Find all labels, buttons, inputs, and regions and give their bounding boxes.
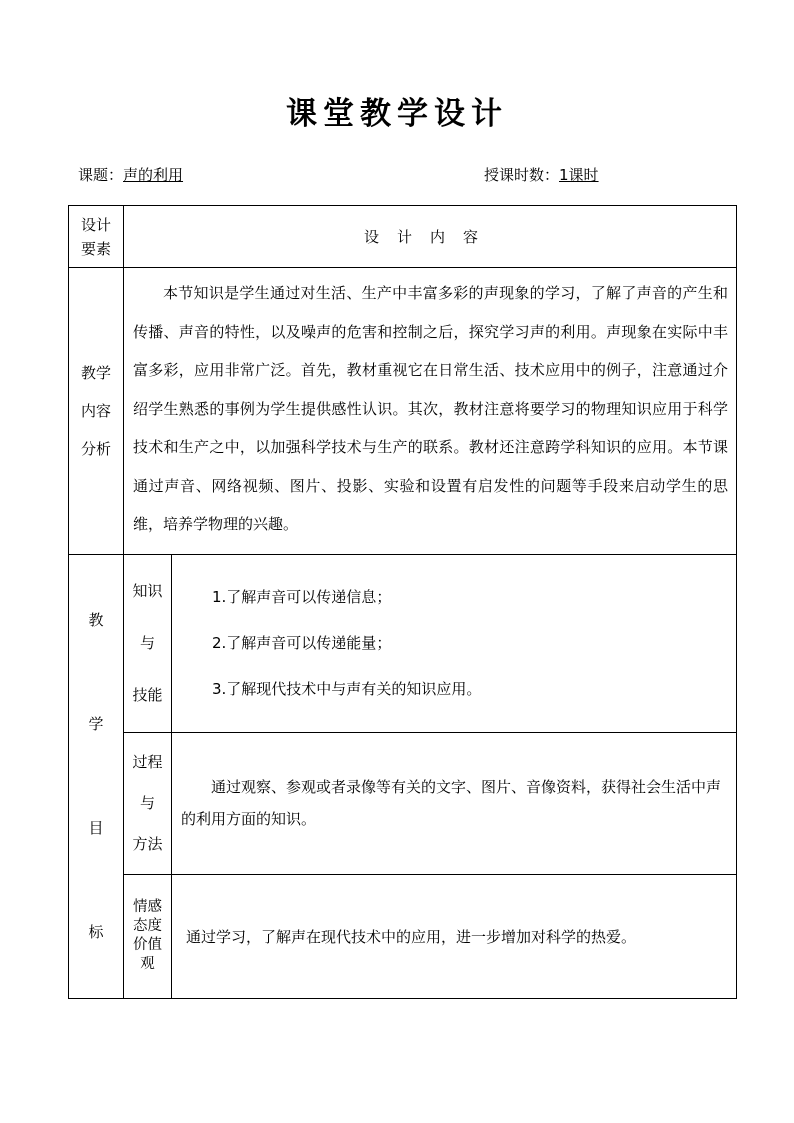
knowledge-item: 3.了解现代技术中与声有关的知识应用。 xyxy=(212,680,482,698)
analysis-label-line1: 教学 xyxy=(80,363,111,382)
knowledge-label-line2: 与 xyxy=(139,634,155,652)
knowledge-label-cell xyxy=(124,554,172,732)
goals-label-cell xyxy=(69,554,124,998)
analysis-label-line2: 内容 xyxy=(80,401,111,420)
knowledge-content-cell xyxy=(172,554,737,732)
analysis-label-cell xyxy=(69,268,124,555)
process-label-line3: 方法 xyxy=(132,834,163,853)
process-content-cell xyxy=(172,732,737,874)
hours-label: 授课时数： xyxy=(484,166,560,184)
design-table xyxy=(68,205,737,999)
header-elements-line1: 设计 xyxy=(80,215,111,234)
topic-line xyxy=(78,164,183,185)
hours-line xyxy=(484,164,599,185)
process-label-cell xyxy=(124,732,172,874)
emotion-content-cell: 通过学习，了解声在现代技术中的应用，进一步增加对科学的热爱。 xyxy=(172,874,737,998)
topic-label: 课题： xyxy=(78,166,124,184)
topic-value: 声的利用 xyxy=(123,166,184,184)
header-content-cell: 设计内容 xyxy=(124,206,737,268)
goals-label-char1: 教 xyxy=(88,611,104,629)
emotion-row xyxy=(69,874,737,998)
knowledge-row xyxy=(69,554,737,732)
analysis-row xyxy=(69,268,737,555)
analysis-label-line3: 分析 xyxy=(80,439,111,458)
emotion-label-line3: 价值 xyxy=(133,937,162,953)
process-label-line2: 与 xyxy=(139,793,155,812)
goals-label-char2: 学 xyxy=(88,715,104,733)
analysis-paragraph: 本节知识是学生通过对生活、生产中丰富多彩的声现象的学习，了解了声音的产生和传播、声音的特性，以及噪声的危害和控制之后，探究学习声的利用。声现象在实际中丰富多彩，应用非常广泛。首先，教材重视它在日常生活、技术应用中的例子，注意通过介绍学生熟悉的事例为学生提供感性认识。其次，教材注意将要学习的物理知识应用于科学技术和生产之中，以加强科学技术与生产的联系。教材还注意跨学科知识的应用。本节课通过声音、网络视频、图片、投影、实验和设置有启发性的问题等手段来启动学生的思维，培养学物理的兴趣。 xyxy=(133,284,729,533)
header-elements-line2: 要素 xyxy=(80,239,111,258)
hours-value: 1课时 xyxy=(559,166,599,184)
table-header-row xyxy=(69,206,737,268)
process-label-line1: 过程 xyxy=(132,752,163,771)
analysis-text-cell xyxy=(124,268,737,555)
goals-label-char4: 标 xyxy=(88,923,104,941)
knowledge-label-line1: 知识 xyxy=(132,582,163,600)
emotion-label-line1: 情感 xyxy=(133,899,162,915)
header-elements-cell xyxy=(69,206,124,268)
knowledge-label-line3: 技能 xyxy=(132,686,163,704)
knowledge-item: 2.了解声音可以传递能量； xyxy=(212,634,392,652)
emotion-label-line4: 观 xyxy=(140,956,155,972)
emotion-label-cell xyxy=(124,874,172,998)
goals-label-char3: 目 xyxy=(88,819,104,837)
knowledge-item: 1.了解声音可以传递信息； xyxy=(212,588,392,606)
process-paragraph: 通过观察、参观或者录像等有关的文字、图片、音像资料，获得社会生活中声的利用方面的知识。 xyxy=(181,778,722,828)
emotion-label-line2: 态度 xyxy=(133,918,162,934)
page-title: 课堂教学设计 xyxy=(286,96,508,132)
process-row xyxy=(69,732,737,874)
